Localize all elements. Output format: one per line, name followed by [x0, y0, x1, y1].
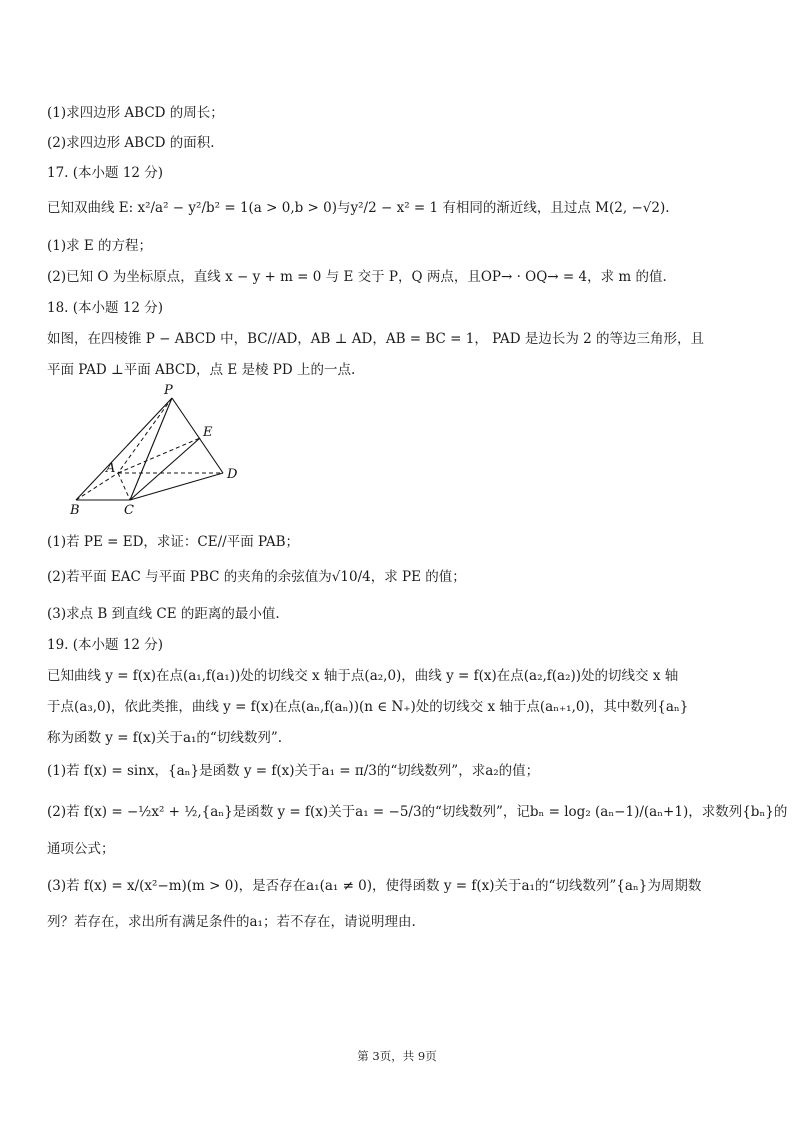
q18-stem-1: 如图，在四棱锥 P − ABCD 中，BC//AD，AB ⊥ AD，AB = BC = 1， PAD 是边长为 2 的等边三角形，且	[47, 331, 705, 347]
q17-stem: 已知双曲线 E: x²/a² − y²/b² = 1(a > 0,b > 0)与y²/2 − x² = 1 有相同的渐近线，且过点 M(2, −√2).	[47, 200, 670, 216]
q16-part2: (2)求四边形 ABCD 的面积.	[47, 135, 215, 151]
q17-part2: (2)已知 O 为坐标原点，直线 x − y + m = 0 与 E 交于 P，Q 两点，且OP→ · OQ→ = 4，求 m 的值.	[47, 269, 667, 285]
q19-part3: (3)若 f(x) = x/(x²−m)(m > 0)，是否存在a₁(a₁ ≠ 0)，使得函数 y = f(x)关于a₁的“切线数列”{aₙ}为周期数	[47, 878, 702, 894]
label-C: C	[124, 503, 134, 518]
q19-part1: (1)若 f(x) = sinx，{aₙ}是函数 y = f(x)关于a₁ = π/3的“切线数列”，求a₂的值；	[47, 763, 540, 779]
label-E: E	[203, 425, 213, 440]
label-P: P	[164, 383, 173, 398]
q17-heading: 17. (本小题 12 分)	[47, 165, 164, 181]
q18-heading: 18. (本小题 12 分)	[47, 300, 164, 316]
label-B: B	[70, 503, 80, 518]
edge-PD	[172, 398, 223, 473]
q19-stem-1: 已知曲线 y = f(x)在点(a₁,f(a₁))处的切线交 x 轴于点(a₂,0)，曲线 y = f(x)在点(a₂,f(a₂))处的切线交 x 轴	[47, 668, 679, 684]
q19-part2-cont: 通项公式；	[47, 841, 115, 857]
page-footer: 第 3页，共 9页	[357, 1049, 437, 1063]
q16-part1: (1)求四边形 ABCD 的周长；	[47, 105, 224, 121]
q19-stem-2: 于点(a₃,0)，依此类推，曲线 y = f(x)在点(aₙ,f(aₙ))(n ∈ N₊)处的切线交 x 轴于点(aₙ₊₁,0)，其中数列{aₙ}	[47, 699, 689, 715]
pyramid-figure	[60, 378, 250, 518]
q18-part3: (3)求点 B 到直线 CE 的距离的最小值.	[47, 606, 280, 622]
edge-AC	[118, 473, 130, 500]
q19-part2: (2)若 f(x) = −½x² + ½,{aₙ}是函数 y = f(x)关于a₁ = −5/3的“切线数列”，记bₙ = log₂ (aₙ−1)/(aₙ+1)，求数列{bₙ}的	[47, 804, 788, 820]
q19-heading: 19. (本小题 12 分)	[47, 637, 164, 653]
edge-CD	[130, 473, 223, 500]
edge-PB	[76, 398, 172, 500]
label-D: D	[227, 467, 238, 482]
q18-part1: (1)若 PE = ED，求证：CE//平面 PAB；	[47, 534, 300, 550]
q19-part3-cont: 列？若存在，求出所有满足条件的a₁；若不存在，请说明理由.	[47, 914, 416, 930]
pyramid-diagram	[60, 378, 250, 518]
q18-part2: (2)若平面 EAC 与平面 PBC 的夹角的余弦值为√10/4，求 PE 的值；	[47, 569, 466, 585]
q18-stem-2: 平面 PAD ⊥平面 ABCD，点 E 是棱 PD 上的一点.	[47, 362, 356, 378]
edge-CE	[130, 438, 200, 500]
edge-PC	[130, 398, 172, 500]
q17-part1: (1)求 E 的方程；	[47, 238, 153, 254]
label-A: A	[106, 461, 116, 476]
q19-stem-3: 称为函数 y = f(x)关于a₁的“切线数列”.	[47, 730, 283, 746]
